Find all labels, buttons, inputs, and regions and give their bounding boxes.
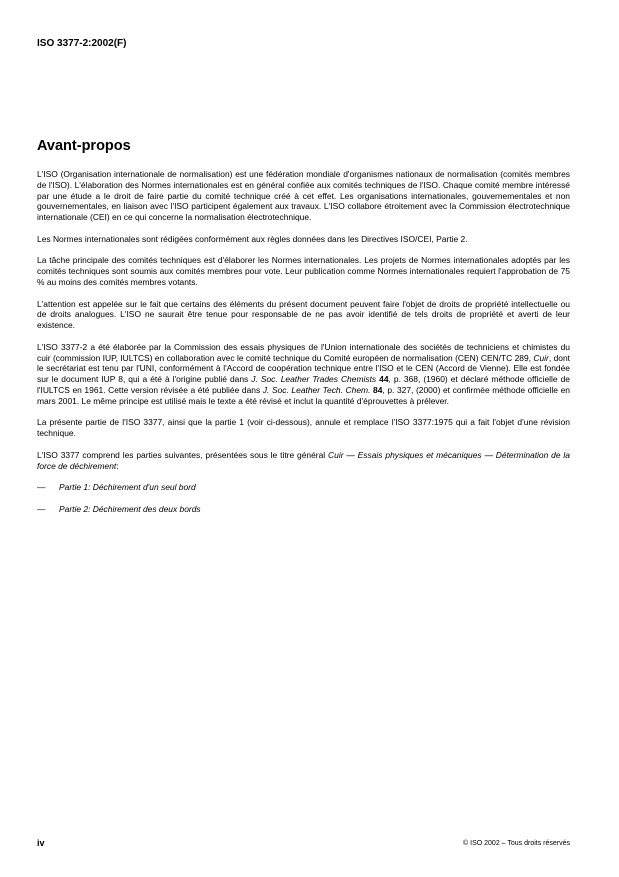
text-segment: , p. 327, (2000) et confirmée méthode officielle en mars 2001. Le même principe est utilisé mais le texte a été révisé et inclut la quantité d'éprouvettes à prélever. bbox=[37, 384, 570, 406]
paragraph-directives: Les Normes internationales sont rédigées conformément aux règles données dans les Directives ISO/CEI, Partie 2. bbox=[37, 233, 468, 244]
italic-general-title: Cuir — Essais physiques et mécaniques — Détermination de la force de déchirement bbox=[37, 449, 570, 471]
paragraph-iso-organisation: L'ISO (Organisation internationale de normalisation) est une fédération mondiale d'organismes nationaux de normalisation (comités membres de l'ISO). L'élaboration des Normes internationales est en général confiée aux comités techniques de l'ISO. Chaque comité membre intéressé par une étude a le droit de faire partie du comité technique créé à cet effet. Les organisations internationales, gouvernementales et non gouvernementales, en liaison avec l'ISO participent également aux travaux. L'ISO collabore étroitement avec la Commission électrotechnique internationale (CEI) en ce qui concerne la normalisation électrotechnique. bbox=[37, 169, 570, 223]
list-item-text: Partie 1: Déchirement d'un seul bord bbox=[59, 482, 196, 493]
page-title: Avant-propos bbox=[37, 138, 131, 154]
list-dash: — bbox=[37, 482, 46, 493]
text-segment: L'ISO 3377 comprend les parties suivantes, présentées sous le titre général bbox=[37, 449, 329, 460]
document-id-header: ISO 3377-2:2002(F) bbox=[37, 38, 127, 49]
text-segment: , dont le secrétariat est tenu par l'UNI, conformément à l'Accord de coopération technique entre l'ISO et le CEN (Accord de Vienne). Elle est fondée sur le document IUP 8, qui a été à l'origine publié dans bbox=[37, 352, 570, 385]
journal-volume-2: 84 bbox=[373, 384, 383, 395]
journal-title-1: J. Soc. Leather Trades Chemists bbox=[251, 374, 377, 385]
text-segment: , p. 368, (1960) et déclaré méthode officielle de l'IULTCS en 1961. Cette version révisée a été publiée dans bbox=[37, 374, 570, 395]
paragraph-preparation bbox=[37, 342, 570, 407]
list-item-part-2 bbox=[37, 504, 570, 515]
paragraph-parts-intro bbox=[37, 450, 570, 472]
paragraph-patent-rights: L'attention est appelée sur le fait que certains des éléments du présent document peuvent faire l'objet de droits de propriété intellectuelle ou de droits analogues. L'ISO ne saurait être tenue pour responsable de ne pas avoir identifié de tels droits de propriété et averti de leur existence. bbox=[37, 298, 570, 331]
journal-title-2: J. Soc. Leather Tech. Chem. bbox=[262, 384, 371, 395]
copyright-footer: © ISO 2002 – Tous droits réservés bbox=[463, 840, 570, 847]
italic-cuir: Cuir bbox=[533, 352, 549, 363]
document-body bbox=[37, 169, 570, 525]
list-item-text: Partie 2: Déchirement des deux bords bbox=[59, 503, 201, 514]
list-dash: — bbox=[37, 503, 46, 514]
text-segment: : bbox=[116, 460, 119, 471]
paragraph-technical-committees: La tâche principale des comités techniques est d'élaborer les Normes internationales. Les projets de Normes internationales adoptés par les comités techniques sont soumis aux comités membres pour vote. Leur publication comme Normes internationales requiert l'approbation de 75 % au moins des comités membres votants. bbox=[37, 255, 570, 287]
list-item-part-1 bbox=[37, 482, 570, 493]
paragraph-replaces: La présente partie de l'ISO 3377, ainsi que la partie 1 (voir ci-dessous), annule et remplace l'ISO 3377:1975 qui a fait l'objet d'une révision technique. bbox=[37, 417, 570, 439]
journal-volume-1: 44 bbox=[379, 374, 389, 385]
text-segment: L'ISO 3377-2 a été élaborée par la Commission des essais physiques de l'Union internationale des sociétés de techniciens et chimistes du cuir (commission IUP, IULTCS) en collaboration avec le comité technique du Comité européen de normalisation (CEN) CEN/TC 289, bbox=[37, 341, 570, 363]
page-number: iv bbox=[37, 838, 45, 848]
